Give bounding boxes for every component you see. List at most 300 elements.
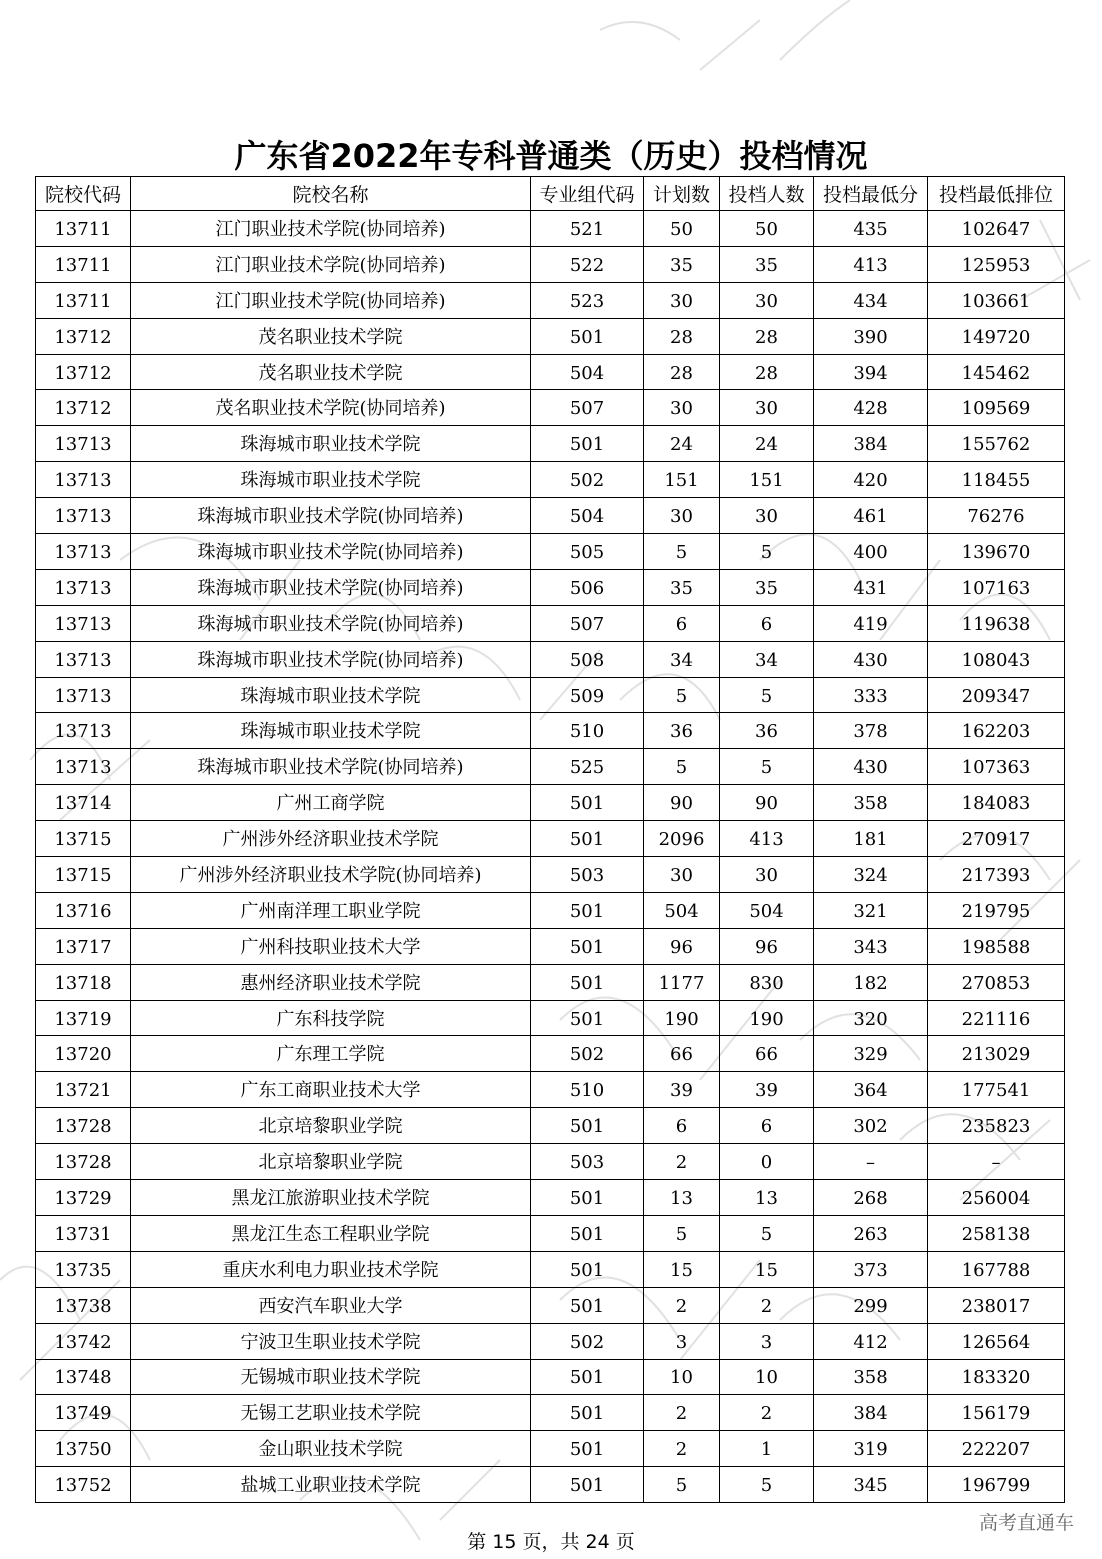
cell-plan-count: 39 bbox=[644, 1072, 720, 1108]
cell-school-name: 广州涉外经济职业技术学院 bbox=[131, 821, 531, 857]
cell-plan-count: 5 bbox=[644, 1467, 720, 1503]
cell-school-code: 13715 bbox=[36, 857, 131, 893]
cell-min-score: 358 bbox=[814, 785, 928, 821]
cell-school-code: 13713 bbox=[36, 641, 131, 677]
cell-admitted-count: 1 bbox=[720, 1431, 814, 1467]
table-row bbox=[36, 821, 1065, 857]
cell-school-name: 茂名职业技术学院 bbox=[131, 318, 531, 354]
cell-school-name: 珠海城市职业技术学院(协同培养) bbox=[131, 498, 531, 534]
header-group-code: 专业组代码 bbox=[531, 177, 644, 211]
cell-min-score: 299 bbox=[814, 1287, 928, 1323]
cell-min-score: 434 bbox=[814, 282, 928, 318]
cell-school-name: 茂名职业技术学院(协同培养) bbox=[131, 390, 531, 426]
page-title: 广东省2022年专科普通类（历史）投档情况 bbox=[234, 137, 868, 175]
cell-admitted-count: 5 bbox=[720, 1467, 814, 1503]
table-row bbox=[36, 749, 1065, 785]
table-row bbox=[36, 1395, 1065, 1431]
cell-admitted-count: 34 bbox=[720, 641, 814, 677]
cell-min-score: 412 bbox=[814, 1323, 928, 1359]
cell-plan-count: 5 bbox=[644, 1215, 720, 1251]
cell-admitted-count: 10 bbox=[720, 1359, 814, 1395]
table-row bbox=[36, 318, 1065, 354]
cell-plan-count: 5 bbox=[644, 534, 720, 570]
cell-min-rank: 238017 bbox=[928, 1287, 1065, 1323]
cell-admitted-count: 6 bbox=[720, 605, 814, 641]
table-row bbox=[36, 1108, 1065, 1144]
cell-admitted-count: 830 bbox=[720, 964, 814, 1000]
cell-group-code: 501 bbox=[531, 318, 644, 354]
cell-min-rank: 156179 bbox=[928, 1395, 1065, 1431]
cell-admitted-count: 30 bbox=[720, 390, 814, 426]
cell-min-rank: 102647 bbox=[928, 211, 1065, 247]
cell-admitted-count: 5 bbox=[720, 749, 814, 785]
cell-group-code: 501 bbox=[531, 1395, 644, 1431]
cell-min-score: 181 bbox=[814, 821, 928, 857]
cell-min-score: 431 bbox=[814, 569, 928, 605]
table-body bbox=[36, 211, 1065, 1503]
cell-school-code: 13711 bbox=[36, 282, 131, 318]
cell-school-name: 江门职业技术学院(协同培养) bbox=[131, 246, 531, 282]
cell-school-name: 广州科技职业技术大学 bbox=[131, 928, 531, 964]
cell-school-code: 13750 bbox=[36, 1431, 131, 1467]
cell-min-rank: 139670 bbox=[928, 534, 1065, 570]
cell-school-name: 珠海城市职业技术学院 bbox=[131, 426, 531, 462]
cell-plan-count: 10 bbox=[644, 1359, 720, 1395]
cell-min-score: 302 bbox=[814, 1108, 928, 1144]
cell-plan-count: 15 bbox=[644, 1251, 720, 1287]
cell-school-name: 江门职业技术学院(协同培养) bbox=[131, 282, 531, 318]
cell-school-code: 13711 bbox=[36, 246, 131, 282]
cell-school-code: 13712 bbox=[36, 390, 131, 426]
cell-min-rank: 107363 bbox=[928, 749, 1065, 785]
table-row bbox=[36, 857, 1065, 893]
cell-school-name: 珠海城市职业技术学院 bbox=[131, 677, 531, 713]
table-row bbox=[36, 1180, 1065, 1216]
table-row bbox=[36, 282, 1065, 318]
table-row bbox=[36, 534, 1065, 570]
cell-admitted-count: 190 bbox=[720, 1000, 814, 1036]
cell-min-rank: 177541 bbox=[928, 1072, 1065, 1108]
cell-plan-count: 50 bbox=[644, 211, 720, 247]
cell-min-rank: 118455 bbox=[928, 462, 1065, 498]
cell-plan-count: 504 bbox=[644, 892, 720, 928]
table-row bbox=[36, 462, 1065, 498]
cell-school-code: 13748 bbox=[36, 1359, 131, 1395]
cell-admitted-count: 15 bbox=[720, 1251, 814, 1287]
cell-admitted-count: 35 bbox=[720, 569, 814, 605]
cell-min-score: 435 bbox=[814, 211, 928, 247]
cell-school-name: 广东理工学院 bbox=[131, 1036, 531, 1072]
cell-group-code: 501 bbox=[531, 1251, 644, 1287]
cell-school-code: 13749 bbox=[36, 1395, 131, 1431]
cell-group-code: 501 bbox=[531, 1431, 644, 1467]
table-row bbox=[36, 1036, 1065, 1072]
cell-plan-count: 24 bbox=[644, 426, 720, 462]
cell-min-score: 182 bbox=[814, 964, 928, 1000]
cell-admitted-count: 39 bbox=[720, 1072, 814, 1108]
cell-admitted-count: 151 bbox=[720, 462, 814, 498]
cell-school-name: 珠海城市职业技术学院(协同培养) bbox=[131, 749, 531, 785]
cell-plan-count: 5 bbox=[644, 677, 720, 713]
cell-school-name: 黑龙江生态工程职业学院 bbox=[131, 1215, 531, 1251]
cell-admitted-count: 0 bbox=[720, 1144, 814, 1180]
cell-min-score: 333 bbox=[814, 677, 928, 713]
cell-plan-count: 2096 bbox=[644, 821, 720, 857]
cell-min-rank: 221116 bbox=[928, 1000, 1065, 1036]
cell-school-name: 广东科技学院 bbox=[131, 1000, 531, 1036]
cell-plan-count: 190 bbox=[644, 1000, 720, 1036]
cell-min-score: 461 bbox=[814, 498, 928, 534]
header-school-code: 院校代码 bbox=[36, 177, 131, 211]
cell-plan-count: 28 bbox=[644, 318, 720, 354]
cell-min-score: 413 bbox=[814, 246, 928, 282]
table-row bbox=[36, 246, 1065, 282]
cell-min-score: 364 bbox=[814, 1072, 928, 1108]
cell-school-name: 珠海城市职业技术学院(协同培养) bbox=[131, 605, 531, 641]
cell-group-code: 510 bbox=[531, 713, 644, 749]
table-row bbox=[36, 1287, 1065, 1323]
cell-school-code: 13738 bbox=[36, 1287, 131, 1323]
cell-min-score: 390 bbox=[814, 318, 928, 354]
cell-plan-count: 3 bbox=[644, 1323, 720, 1359]
cell-min-score: 420 bbox=[814, 462, 928, 498]
cell-school-name: 金山职业技术学院 bbox=[131, 1431, 531, 1467]
cell-admitted-count: 30 bbox=[720, 498, 814, 534]
cell-min-score: 394 bbox=[814, 354, 928, 390]
header-min-score: 投档最低分 bbox=[814, 177, 928, 211]
cell-min-rank: 209347 bbox=[928, 677, 1065, 713]
table-row bbox=[36, 677, 1065, 713]
table-row bbox=[36, 1072, 1065, 1108]
cell-min-rank: 219795 bbox=[928, 892, 1065, 928]
cell-school-name: 宁波卫生职业技术学院 bbox=[131, 1323, 531, 1359]
table-row bbox=[36, 1215, 1065, 1251]
cell-min-score: 378 bbox=[814, 713, 928, 749]
table-row bbox=[36, 390, 1065, 426]
cell-plan-count: 66 bbox=[644, 1036, 720, 1072]
table-row bbox=[36, 892, 1065, 928]
cell-plan-count: 35 bbox=[644, 246, 720, 282]
cell-group-code: 523 bbox=[531, 282, 644, 318]
cell-group-code: 501 bbox=[531, 928, 644, 964]
cell-group-code: 506 bbox=[531, 569, 644, 605]
cell-min-score: 430 bbox=[814, 749, 928, 785]
cell-admitted-count: 2 bbox=[720, 1287, 814, 1323]
cell-admitted-count: 96 bbox=[720, 928, 814, 964]
cell-admitted-count: 5 bbox=[720, 534, 814, 570]
cell-min-score: 384 bbox=[814, 426, 928, 462]
cell-min-rank: 167788 bbox=[928, 1251, 1065, 1287]
cell-school-code: 13735 bbox=[36, 1251, 131, 1287]
header-school-name: 院校名称 bbox=[131, 177, 531, 211]
table-row bbox=[36, 354, 1065, 390]
cell-plan-count: 30 bbox=[644, 282, 720, 318]
cell-group-code: 502 bbox=[531, 1036, 644, 1072]
cell-min-rank: – bbox=[928, 1144, 1065, 1180]
cell-plan-count: 1177 bbox=[644, 964, 720, 1000]
cell-min-rank: 196799 bbox=[928, 1467, 1065, 1503]
cell-admitted-count: 13 bbox=[720, 1180, 814, 1216]
cell-school-code: 13713 bbox=[36, 569, 131, 605]
cell-plan-count: 13 bbox=[644, 1180, 720, 1216]
cell-admitted-count: 6 bbox=[720, 1108, 814, 1144]
cell-min-rank: 270853 bbox=[928, 964, 1065, 1000]
cell-min-rank: 125953 bbox=[928, 246, 1065, 282]
cell-group-code: 501 bbox=[531, 892, 644, 928]
cell-admitted-count: 2 bbox=[720, 1395, 814, 1431]
cell-plan-count: 2 bbox=[644, 1287, 720, 1323]
cell-school-code: 13721 bbox=[36, 1072, 131, 1108]
cell-plan-count: 35 bbox=[644, 569, 720, 605]
cell-min-rank: 258138 bbox=[928, 1215, 1065, 1251]
cell-group-code: 507 bbox=[531, 390, 644, 426]
cell-school-code: 13712 bbox=[36, 318, 131, 354]
cell-group-code: 522 bbox=[531, 246, 644, 282]
cell-school-code: 13729 bbox=[36, 1180, 131, 1216]
cell-min-rank: 198588 bbox=[928, 928, 1065, 964]
cell-min-rank: 155762 bbox=[928, 426, 1065, 462]
cell-plan-count: 151 bbox=[644, 462, 720, 498]
cell-admitted-count: 35 bbox=[720, 246, 814, 282]
cell-min-score: 319 bbox=[814, 1431, 928, 1467]
cell-group-code: 521 bbox=[531, 211, 644, 247]
table-row bbox=[36, 964, 1065, 1000]
cell-school-code: 13716 bbox=[36, 892, 131, 928]
cell-school-code: 13719 bbox=[36, 1000, 131, 1036]
page-number: 第 15 页，共 24 页 bbox=[467, 1531, 635, 1553]
cell-group-code: 505 bbox=[531, 534, 644, 570]
cell-school-name: 北京培黎职业学院 bbox=[131, 1144, 531, 1180]
cell-group-code: 501 bbox=[531, 1467, 644, 1503]
table-header-row bbox=[36, 177, 1065, 211]
cell-admitted-count: 413 bbox=[720, 821, 814, 857]
cell-school-code: 13713 bbox=[36, 426, 131, 462]
cell-min-score: 428 bbox=[814, 390, 928, 426]
cell-min-rank: 119638 bbox=[928, 605, 1065, 641]
cell-plan-count: 6 bbox=[644, 605, 720, 641]
cell-school-code: 13713 bbox=[36, 462, 131, 498]
cell-group-code: 525 bbox=[531, 749, 644, 785]
cell-school-code: 13731 bbox=[36, 1215, 131, 1251]
cell-group-code: 501 bbox=[531, 1108, 644, 1144]
cell-school-code: 13742 bbox=[36, 1323, 131, 1359]
cell-group-code: 503 bbox=[531, 857, 644, 893]
table-row bbox=[36, 605, 1065, 641]
table-row bbox=[36, 641, 1065, 677]
table-row bbox=[36, 426, 1065, 462]
header-min-rank: 投档最低排位 bbox=[928, 177, 1065, 211]
cell-school-name: 盐城工业职业技术学院 bbox=[131, 1467, 531, 1503]
cell-min-rank: 222207 bbox=[928, 1431, 1065, 1467]
cell-admitted-count: 504 bbox=[720, 892, 814, 928]
table-row bbox=[36, 1000, 1065, 1036]
cell-min-rank: 217393 bbox=[928, 857, 1065, 893]
cell-min-rank: 256004 bbox=[928, 1180, 1065, 1216]
cell-min-score: 343 bbox=[814, 928, 928, 964]
cell-min-score: 384 bbox=[814, 1395, 928, 1431]
cell-school-code: 13713 bbox=[36, 605, 131, 641]
cell-min-rank: 270917 bbox=[928, 821, 1065, 857]
cell-min-score: 358 bbox=[814, 1359, 928, 1395]
cell-plan-count: 30 bbox=[644, 857, 720, 893]
cell-school-name: 无锡工艺职业技术学院 bbox=[131, 1395, 531, 1431]
cell-plan-count: 96 bbox=[644, 928, 720, 964]
table-row bbox=[36, 498, 1065, 534]
cell-min-rank: 162203 bbox=[928, 713, 1065, 749]
cell-group-code: 507 bbox=[531, 605, 644, 641]
table-row bbox=[36, 713, 1065, 749]
cell-school-name: 无锡城市职业技术学院 bbox=[131, 1359, 531, 1395]
cell-school-code: 13752 bbox=[36, 1467, 131, 1503]
cell-min-rank: 76276 bbox=[928, 498, 1065, 534]
cell-min-score: 329 bbox=[814, 1036, 928, 1072]
cell-group-code: 502 bbox=[531, 462, 644, 498]
cell-group-code: 501 bbox=[531, 785, 644, 821]
cell-school-name: 广州南洋理工职业学院 bbox=[131, 892, 531, 928]
cell-school-name: 黑龙江旅游职业技术学院 bbox=[131, 1180, 531, 1216]
cell-school-code: 13713 bbox=[36, 677, 131, 713]
cell-plan-count: 2 bbox=[644, 1431, 720, 1467]
cell-school-code: 13720 bbox=[36, 1036, 131, 1072]
cell-min-rank: 109569 bbox=[928, 390, 1065, 426]
cell-group-code: 501 bbox=[531, 1000, 644, 1036]
table-row bbox=[36, 1359, 1065, 1395]
cell-min-rank: 149720 bbox=[928, 318, 1065, 354]
cell-min-rank: 107163 bbox=[928, 569, 1065, 605]
cell-min-rank: 183320 bbox=[928, 1359, 1065, 1395]
cell-group-code: 504 bbox=[531, 498, 644, 534]
cell-plan-count: 90 bbox=[644, 785, 720, 821]
table-row bbox=[36, 1467, 1065, 1503]
cell-school-name: 珠海城市职业技术学院 bbox=[131, 462, 531, 498]
cell-admitted-count: 66 bbox=[720, 1036, 814, 1072]
cell-group-code: 504 bbox=[531, 354, 644, 390]
table-row bbox=[36, 211, 1065, 247]
table-row bbox=[36, 1144, 1065, 1180]
cell-admitted-count: 50 bbox=[720, 211, 814, 247]
cell-group-code: 501 bbox=[531, 426, 644, 462]
cell-plan-count: 2 bbox=[644, 1395, 720, 1431]
cell-school-code: 13717 bbox=[36, 928, 131, 964]
cell-plan-count: 28 bbox=[644, 354, 720, 390]
cell-group-code: 501 bbox=[531, 1287, 644, 1323]
cell-plan-count: 30 bbox=[644, 390, 720, 426]
cell-admitted-count: 24 bbox=[720, 426, 814, 462]
cell-admitted-count: 30 bbox=[720, 857, 814, 893]
cell-school-name: 珠海城市职业技术学院(协同培养) bbox=[131, 641, 531, 677]
cell-group-code: 501 bbox=[531, 821, 644, 857]
cell-admitted-count: 5 bbox=[720, 677, 814, 713]
cell-school-name: 北京培黎职业学院 bbox=[131, 1108, 531, 1144]
cell-school-name: 珠海城市职业技术学院(协同培养) bbox=[131, 534, 531, 570]
table-row bbox=[36, 928, 1065, 964]
cell-plan-count: 34 bbox=[644, 641, 720, 677]
cell-min-rank: 213029 bbox=[928, 1036, 1065, 1072]
table-row bbox=[36, 1323, 1065, 1359]
cell-school-code: 13718 bbox=[36, 964, 131, 1000]
cell-min-score: 430 bbox=[814, 641, 928, 677]
cell-school-code: 13712 bbox=[36, 354, 131, 390]
cell-school-code: 13728 bbox=[36, 1108, 131, 1144]
brand-watermark-text: 高考直通车 bbox=[978, 1512, 1074, 1534]
cell-school-name: 珠海城市职业技术学院(协同培养) bbox=[131, 569, 531, 605]
cell-group-code: 508 bbox=[531, 641, 644, 677]
cell-group-code: 501 bbox=[531, 964, 644, 1000]
cell-admitted-count: 28 bbox=[720, 318, 814, 354]
cell-plan-count: 6 bbox=[644, 1108, 720, 1144]
cell-group-code: 501 bbox=[531, 1215, 644, 1251]
cell-group-code: 510 bbox=[531, 1072, 644, 1108]
cell-school-name: 茂名职业技术学院 bbox=[131, 354, 531, 390]
cell-admitted-count: 5 bbox=[720, 1215, 814, 1251]
cell-min-rank: 126564 bbox=[928, 1323, 1065, 1359]
cell-school-code: 13711 bbox=[36, 211, 131, 247]
cell-admitted-count: 30 bbox=[720, 282, 814, 318]
cell-school-name: 广州工商学院 bbox=[131, 785, 531, 821]
cell-school-name: 珠海城市职业技术学院 bbox=[131, 713, 531, 749]
cell-plan-count: 5 bbox=[644, 749, 720, 785]
cell-plan-count: 36 bbox=[644, 713, 720, 749]
cell-school-name: 广东工商职业技术大学 bbox=[131, 1072, 531, 1108]
cell-min-score: 321 bbox=[814, 892, 928, 928]
table-row bbox=[36, 1251, 1065, 1287]
table-row bbox=[36, 1431, 1065, 1467]
cell-min-score: 419 bbox=[814, 605, 928, 641]
table-row bbox=[36, 785, 1065, 821]
cell-school-code: 13713 bbox=[36, 713, 131, 749]
cell-min-score: 373 bbox=[814, 1251, 928, 1287]
cell-group-code: 509 bbox=[531, 677, 644, 713]
header-admitted-count: 投档人数 bbox=[720, 177, 814, 211]
admission-table bbox=[35, 176, 1065, 1503]
cell-school-code: 13715 bbox=[36, 821, 131, 857]
cell-min-score: 320 bbox=[814, 1000, 928, 1036]
cell-min-score: 345 bbox=[814, 1467, 928, 1503]
cell-plan-count: 2 bbox=[644, 1144, 720, 1180]
cell-group-code: 503 bbox=[531, 1144, 644, 1180]
cell-school-code: 13713 bbox=[36, 534, 131, 570]
cell-school-name: 广州涉外经济职业技术学院(协同培养) bbox=[131, 857, 531, 893]
cell-min-rank: 235823 bbox=[928, 1108, 1065, 1144]
cell-min-rank: 145462 bbox=[928, 354, 1065, 390]
cell-min-score: 263 bbox=[814, 1215, 928, 1251]
cell-admitted-count: 36 bbox=[720, 713, 814, 749]
cell-school-name: 江门职业技术学院(协同培养) bbox=[131, 211, 531, 247]
cell-min-score: 268 bbox=[814, 1180, 928, 1216]
cell-min-score: 324 bbox=[814, 857, 928, 893]
cell-group-code: 501 bbox=[531, 1180, 644, 1216]
cell-school-name: 惠州经济职业技术学院 bbox=[131, 964, 531, 1000]
cell-min-rank: 103661 bbox=[928, 282, 1065, 318]
cell-plan-count: 30 bbox=[644, 498, 720, 534]
cell-min-rank: 184083 bbox=[928, 785, 1065, 821]
cell-school-code: 13714 bbox=[36, 785, 131, 821]
cell-group-code: 502 bbox=[531, 1323, 644, 1359]
cell-school-name: 西安汽车职业大学 bbox=[131, 1287, 531, 1323]
cell-admitted-count: 3 bbox=[720, 1323, 814, 1359]
cell-min-score: – bbox=[814, 1144, 928, 1180]
table-row bbox=[36, 569, 1065, 605]
cell-admitted-count: 90 bbox=[720, 785, 814, 821]
cell-school-code: 13713 bbox=[36, 498, 131, 534]
cell-school-code: 13728 bbox=[36, 1144, 131, 1180]
cell-school-code: 13713 bbox=[36, 749, 131, 785]
cell-min-score: 400 bbox=[814, 534, 928, 570]
cell-group-code: 501 bbox=[531, 1359, 644, 1395]
cell-admitted-count: 28 bbox=[720, 354, 814, 390]
header-plan-count: 计划数 bbox=[644, 177, 720, 211]
cell-min-rank: 108043 bbox=[928, 641, 1065, 677]
